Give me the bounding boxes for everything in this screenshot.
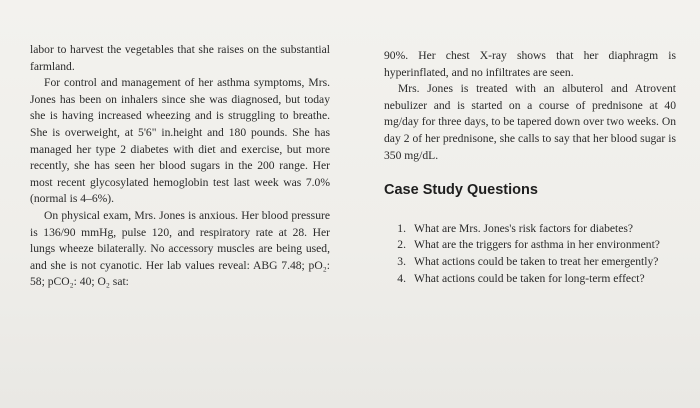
section-title: Case Study Questions (384, 182, 538, 199)
question-number: 4. (397, 271, 406, 285)
question-text: What are Mrs. Jones's risk factors for diabetes? (414, 221, 634, 235)
left-paragraph-1: labor to harvest the vegetables that she raises on the substantial farmland. (30, 43, 330, 73)
question-text: What are the triggers for asthma in her environment? (414, 238, 660, 252)
right-column (384, 48, 676, 287)
question-item (384, 271, 676, 288)
left-paragraph-3: On physical exam, Mrs. Jones is anxious. Her blood pressure is 136/90 mmHg, pulse 120, and respiratory rate at 28. Her lungs wheeze bilaterally. No accessory muscles are being used, and she is not cyanotic. Her lab values reveal: ABG 7.48; pO₂: 58; pCO₂: 40; O₂ sat: (30, 208, 330, 289)
question-item (384, 221, 676, 238)
question-number: 1. (397, 221, 406, 235)
question-list (384, 221, 676, 287)
right-paragraph-1: 90%. Her chest X-ray shows that her diaphragm is hyperinflated, and no infiltrates are seen. (384, 49, 676, 79)
right-paragraph-2: Mrs. Jones is treated with an albuterol and Atrovent nebulizer and is started on a course of prednisone at 40 mg/day for three days, to be tapered down over two weeks. On day 2 of her prednisone, she calls to say that her blood sugar is 350 mg/dL. (384, 82, 676, 162)
question-item (384, 254, 676, 271)
left-column (30, 42, 330, 291)
question-number: 2. (397, 238, 406, 252)
question-number: 3. (397, 254, 406, 268)
question-text: What actions could be taken to treat her emergently? (414, 254, 659, 268)
question-text: What actions could be taken for long-term effect? (414, 271, 645, 285)
question-item (384, 237, 676, 254)
left-paragraph-2: For control and management of her asthma symptoms, Mrs. Jones has been on inhalers since she was diagnosed, but today she is having increased wheezing and is struggling to breathe. She is overweight, at 5'6" in.height and 180 pounds. She has managed her type 2 diabetes with diet and exercise, but more recently, she has seen her blood sugars in the 200 range. Her most recent glycosylated hemoglobin test last week was 7.0% (normal is 4–6%). (30, 76, 330, 206)
